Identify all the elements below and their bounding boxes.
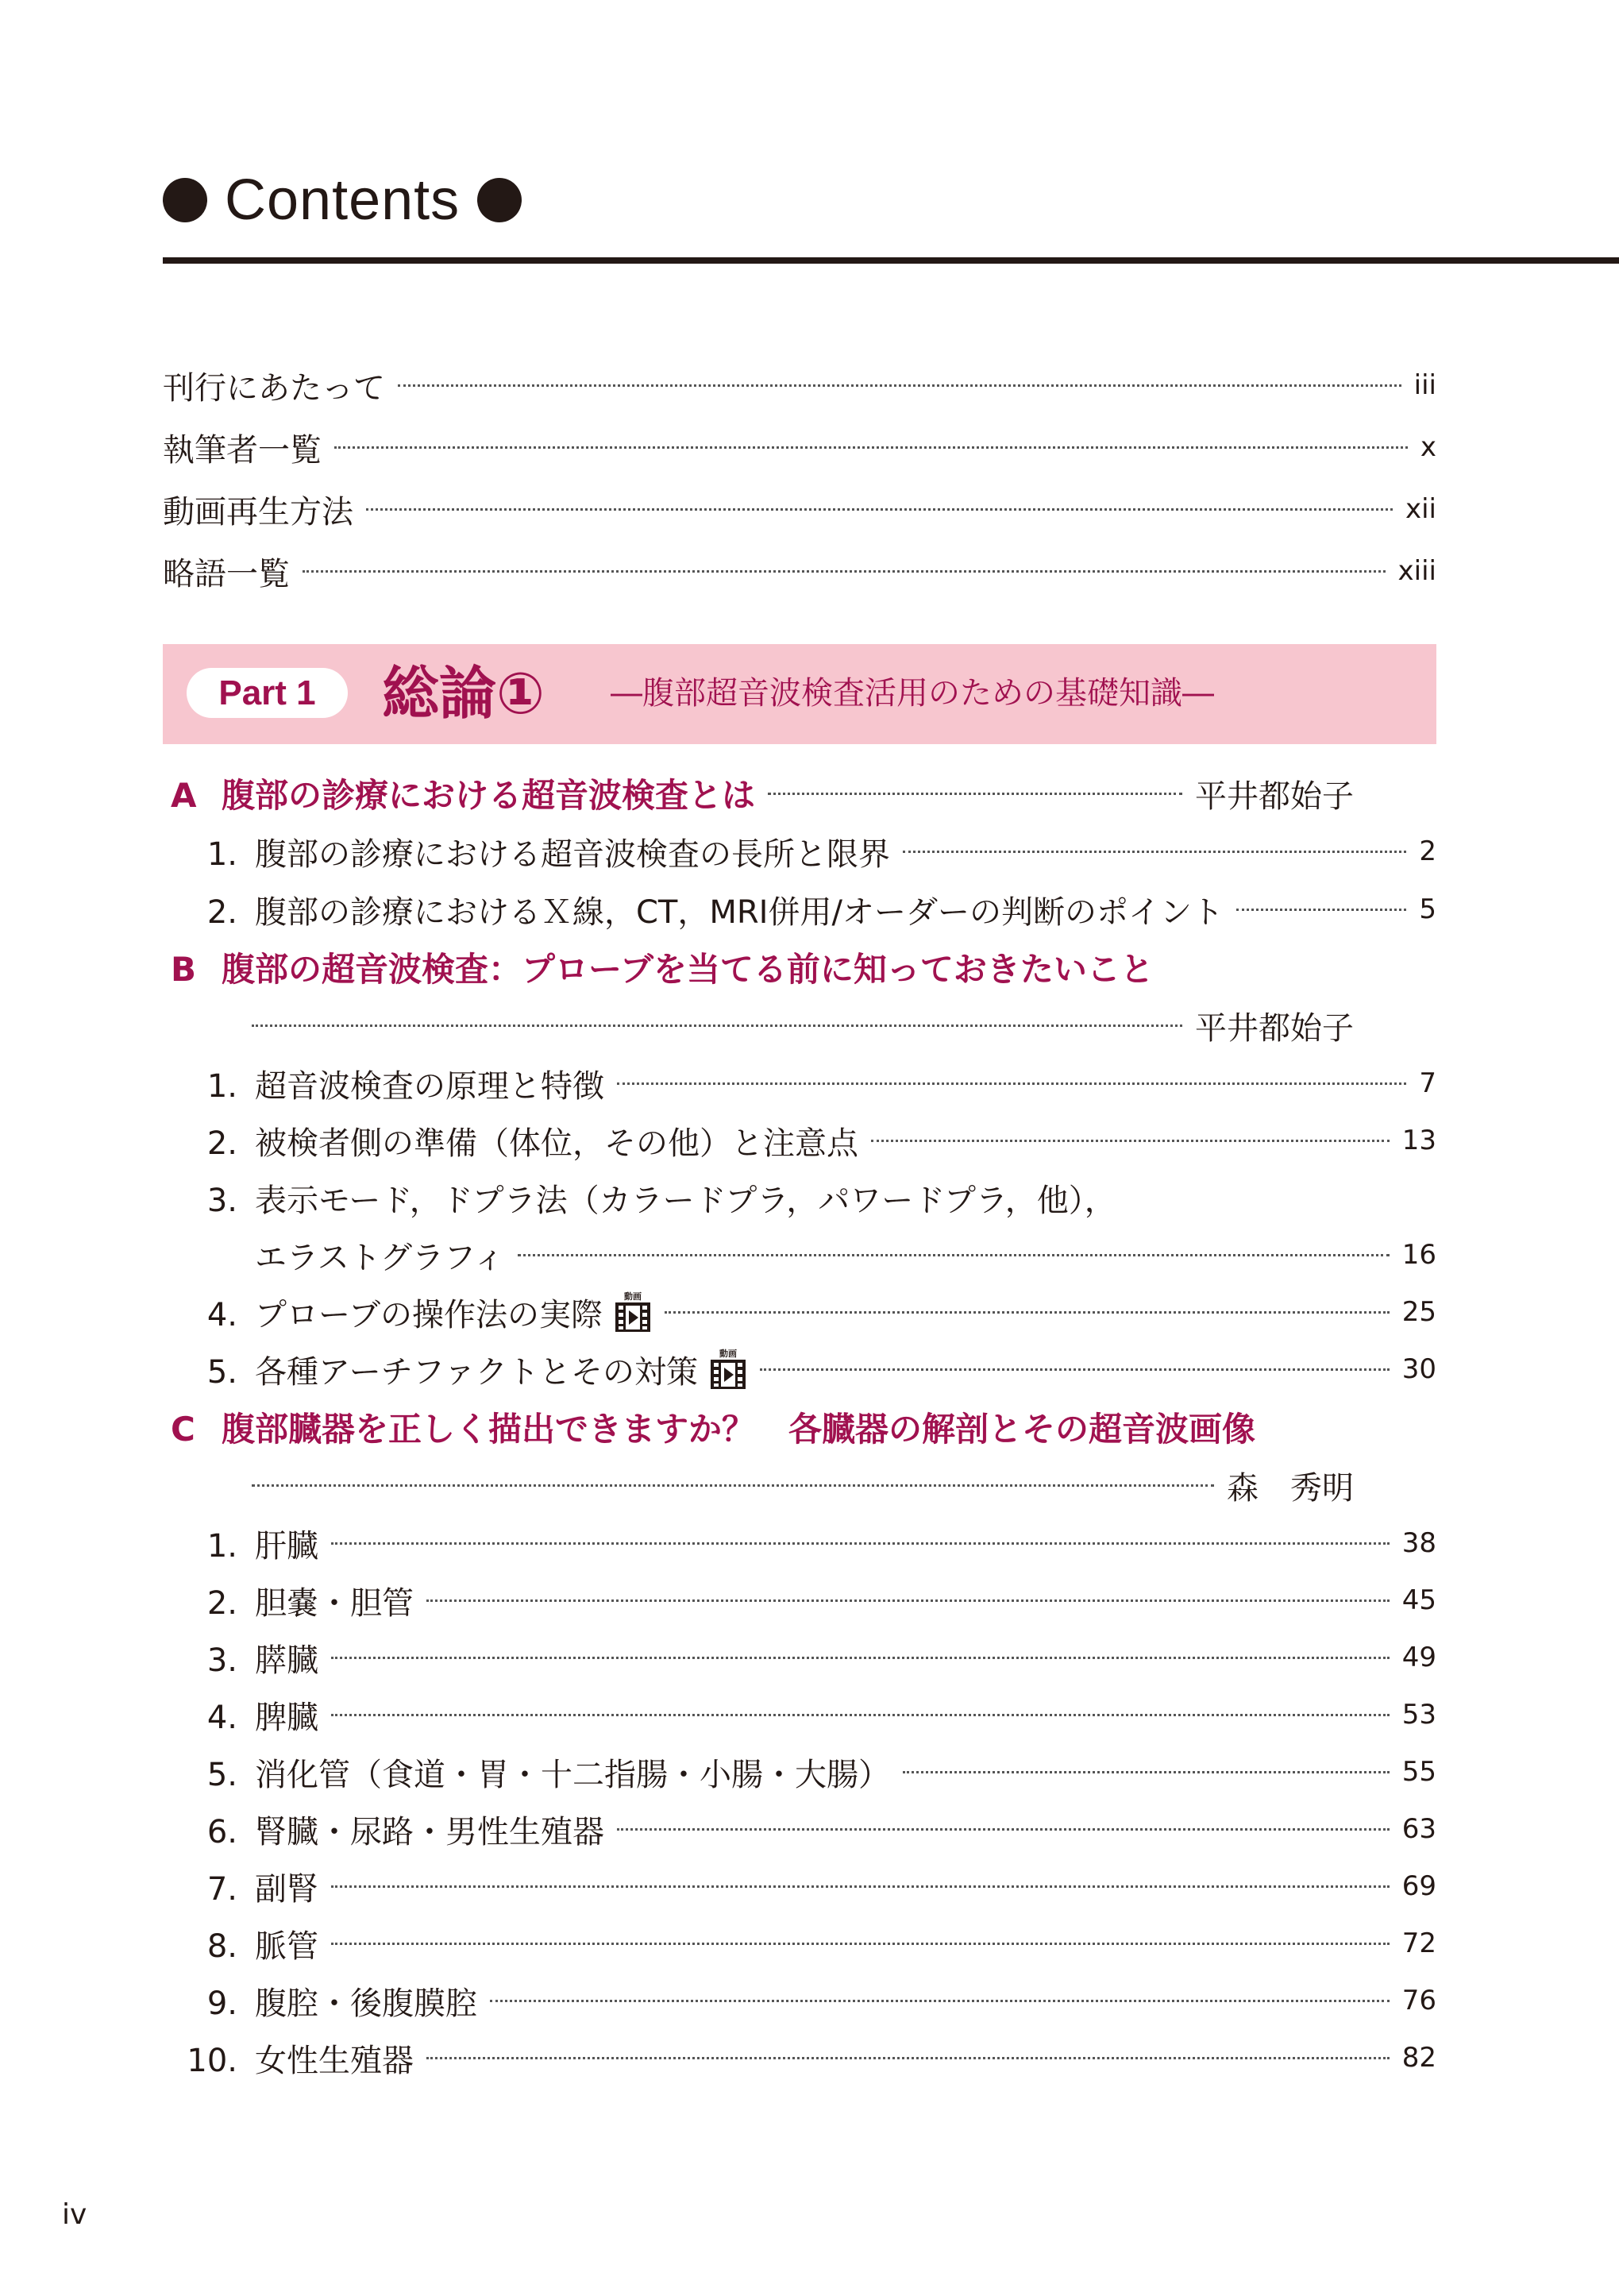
section-title-text: 腹部の超音波検査：プローブを当てる前に知っておきたいこと	[222, 950, 1154, 989]
toc-item[interactable]	[163, 1634, 1436, 1681]
item-page: 25	[1401, 1296, 1436, 1328]
movie-icon-label: 動画	[624, 1291, 642, 1302]
section-heading-c[interactable]	[171, 1403, 1444, 1451]
dot-leader	[903, 1771, 1390, 1773]
item-text: 腹部の診療におけるＸ線，CT，MRI併用/オーダーの判断のポイント	[255, 893, 1224, 931]
dot-leader	[871, 1140, 1390, 1142]
item-page: 45	[1401, 1584, 1436, 1616]
dot-leader	[426, 2057, 1390, 2059]
toc-item[interactable]	[163, 1805, 1436, 1853]
item-number: 1.	[206, 1527, 237, 1565]
dot-leader	[617, 1828, 1390, 1831]
item-page: 63	[1401, 1813, 1436, 1845]
item-number: 1.	[206, 835, 237, 873]
dot-leader	[398, 384, 1401, 387]
item-text: 消化管（食道・胃・十二指腸・小腸・大腸）	[255, 1756, 890, 1793]
item-page: 2	[1419, 835, 1436, 867]
item-text: 胆嚢・胆管	[255, 1584, 414, 1622]
dot-leader	[334, 446, 1408, 449]
dot-leader	[331, 1943, 1390, 1945]
toc-item-continuation[interactable]	[255, 1231, 1436, 1279]
toc-item[interactable]	[163, 1977, 1436, 2024]
section-title	[171, 943, 1154, 991]
dot-leader	[617, 1082, 1406, 1085]
part-title: 総論①	[382, 660, 545, 727]
dot-leader	[331, 1885, 1390, 1888]
section-letter: B	[171, 950, 197, 989]
item-number: 4.	[206, 1699, 237, 1736]
dot-leader	[760, 1368, 1390, 1371]
item-number: 7.	[206, 1870, 237, 1908]
toc-item[interactable]	[163, 1748, 1436, 1796]
page-title	[163, 159, 522, 241]
toc-entry-label: 動画再生方法	[163, 493, 353, 531]
item-page: 76	[1401, 1985, 1436, 2016]
item-text: 脈管	[255, 1927, 318, 1965]
toc-entry-preface[interactable]	[163, 361, 1436, 409]
page-number: iv	[62, 2198, 87, 2231]
section-title	[171, 1403, 1255, 1451]
section-author-line	[252, 1001, 1354, 1049]
item-text: プローブの操作法の実際	[255, 1296, 603, 1333]
item-text: 腹腔・後腹膜腔	[255, 1985, 477, 2022]
toc-item[interactable]	[163, 1174, 1436, 1221]
item-number: 2.	[206, 893, 237, 931]
item-text: 各種アーチファクトとその対策	[255, 1353, 698, 1391]
item-page: 82	[1401, 2042, 1436, 2074]
toc-entry-page: xiii	[1397, 555, 1436, 587]
toc-entry-video-playback[interactable]	[163, 485, 1436, 533]
toc-item[interactable]	[163, 1576, 1436, 1624]
toc-item[interactable]	[163, 1519, 1436, 1567]
toc-item[interactable]	[163, 1117, 1436, 1164]
part-header-band	[163, 644, 1436, 744]
toc-item[interactable]	[163, 2034, 1436, 2082]
item-text: 女性生殖器	[255, 2042, 414, 2079]
dot-leader	[331, 1542, 1390, 1545]
toc-entry-abbreviations[interactable]	[163, 547, 1436, 595]
dot-leader	[490, 2000, 1390, 2002]
item-page: 7	[1419, 1067, 1436, 1099]
movie-icon-label: 動画	[719, 1349, 737, 1359]
section-letter: C	[171, 1410, 195, 1449]
toc-entry-page: xii	[1405, 493, 1436, 525]
item-text: 表示モード，ドプラ法（カラードプラ，パワードプラ，他），	[255, 1182, 1116, 1219]
toc-item[interactable]	[163, 1288, 1436, 1336]
dot-leader	[331, 1657, 1390, 1659]
item-number: 8.	[206, 1927, 237, 1965]
item-number: 5.	[206, 1756, 237, 1793]
dot-leader	[252, 1025, 1182, 1027]
section-author: 平井都始子	[1195, 1009, 1354, 1047]
dot-leader	[903, 851, 1406, 853]
item-text: 腹部の診療における超音波検査の長所と限界	[255, 835, 890, 873]
toc-item[interactable]	[163, 1691, 1436, 1738]
dot-leader	[331, 1714, 1390, 1716]
item-text: 超音波検査の原理と特徴	[255, 1067, 604, 1105]
section-author-line	[252, 1461, 1354, 1509]
bullet-icon	[477, 178, 522, 222]
item-text: 肝臓	[255, 1527, 318, 1565]
item-page: 38	[1401, 1527, 1436, 1559]
dot-leader	[518, 1254, 1390, 1256]
toc-item[interactable]	[163, 1345, 1436, 1393]
item-number: 6.	[206, 1813, 237, 1850]
item-number: 3.	[206, 1182, 237, 1219]
dot-leader	[426, 1599, 1390, 1602]
toc-entry-page: x	[1420, 431, 1436, 463]
toc-entry-authors[interactable]	[163, 423, 1436, 471]
section-author: 平井都始子	[1195, 778, 1354, 815]
toc-item[interactable]	[163, 886, 1436, 933]
item-number: 4.	[206, 1296, 237, 1333]
page-title-text: Contents	[225, 168, 461, 232]
section-title-text: 腹部の診療における超音波検査とは	[222, 776, 756, 815]
item-number: 3.	[206, 1642, 237, 1679]
item-number: 5.	[206, 1353, 237, 1391]
dot-leader	[366, 508, 1393, 511]
dot-leader	[1236, 909, 1406, 911]
movie-icon[interactable]	[709, 1348, 747, 1391]
toc-item[interactable]	[163, 1059, 1436, 1107]
toc-entry-label: 略語一覧	[163, 555, 290, 592]
dot-leader	[665, 1311, 1390, 1314]
movie-icon[interactable]	[614, 1291, 652, 1333]
item-number: 9.	[206, 1985, 237, 2022]
section-heading-b[interactable]	[171, 943, 1444, 991]
item-page: 5	[1419, 893, 1436, 925]
item-text: 脾臓	[255, 1699, 318, 1736]
dot-leader	[252, 1484, 1214, 1487]
part-badge: Part 1	[187, 668, 348, 718]
item-page: 55	[1401, 1756, 1436, 1788]
item-page: 69	[1401, 1870, 1436, 1902]
toc-entry-label: 刊行にあたって	[163, 369, 385, 407]
toc-entry-label: 執筆者一覧	[163, 431, 322, 469]
item-page: 53	[1401, 1699, 1436, 1731]
item-page: 72	[1401, 1927, 1436, 1959]
title-rule	[163, 257, 1619, 264]
dot-leader	[768, 793, 1182, 795]
item-page: 13	[1401, 1125, 1436, 1156]
toc-item[interactable]	[163, 1920, 1436, 1967]
toc-item[interactable]	[163, 1862, 1436, 1910]
section-title-text: 腹部臓器を正しく描出できますか？ 各臓器の解剖とその超音波画像	[222, 1410, 1256, 1449]
item-text: 被検者側の準備（体位，その他）と注意点	[255, 1125, 858, 1162]
item-number: 2.	[206, 1584, 237, 1622]
section-author: 森 秀明	[1227, 1469, 1354, 1507]
part-subtitle: ―腹部超音波検査活用のための基礎知識―	[611, 675, 1214, 712]
item-text: 副腎	[255, 1870, 318, 1908]
section-title	[171, 770, 755, 817]
toc-entry-page: iii	[1413, 369, 1436, 401]
toc-item[interactable]	[163, 828, 1436, 875]
item-number: 10.	[187, 2042, 237, 2079]
bullet-icon	[163, 178, 207, 222]
dot-leader	[303, 570, 1386, 573]
item-text-continuation: エラストグラフィ	[255, 1239, 505, 1276]
section-heading-a[interactable]	[171, 770, 1354, 817]
item-number: 1.	[206, 1067, 237, 1105]
item-text: 腎臓・尿路・男性生殖器	[255, 1813, 604, 1850]
item-page: 30	[1401, 1353, 1436, 1385]
item-page: 16	[1401, 1239, 1436, 1271]
section-letter: A	[171, 776, 197, 815]
item-page: 49	[1401, 1642, 1436, 1673]
item-text: 膵臓	[255, 1642, 318, 1679]
item-number: 2.	[206, 1125, 237, 1162]
